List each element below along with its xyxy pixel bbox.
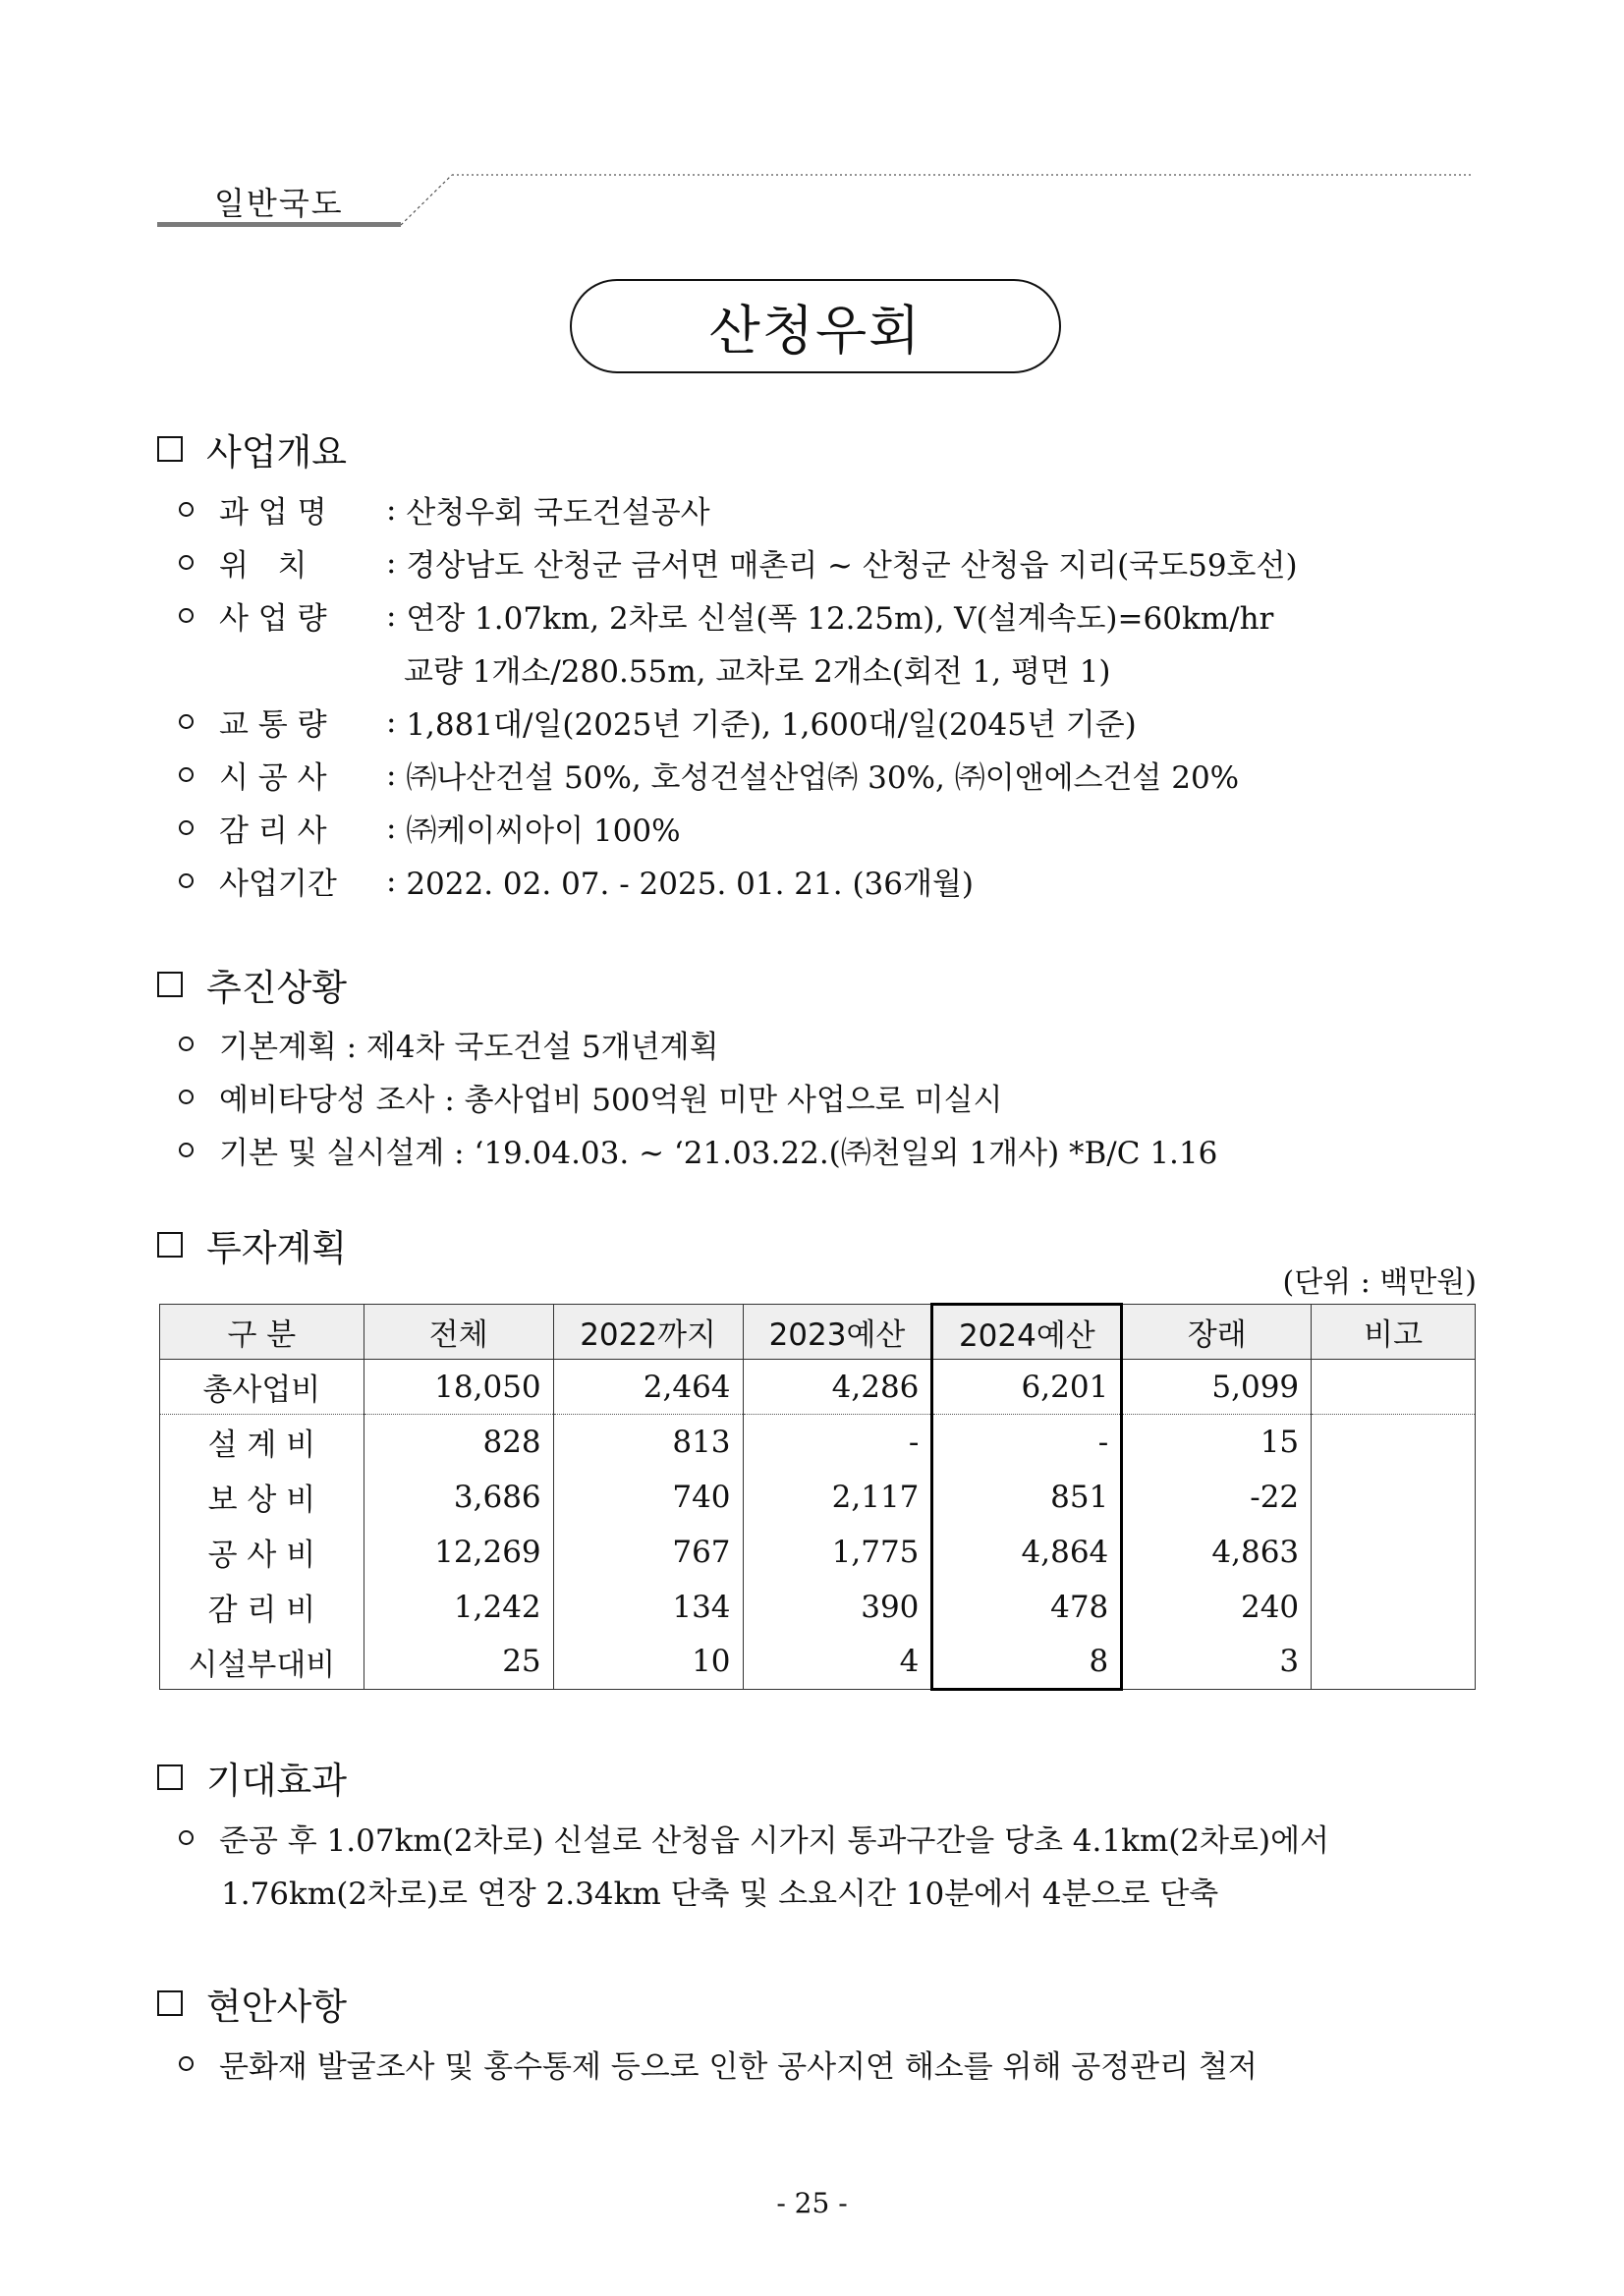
- progress-item: 예비타당성 조사 : 총사업비 500억원 미만 사업으로 미실시: [177, 1075, 1002, 1119]
- circle-bullet-icon: [179, 502, 194, 517]
- checkbox-square-icon: [157, 1764, 183, 1790]
- effects-item-continuation: 1.76km(2차로)로 연장 2.34km 단축 및 소요시간 10분에서 4분으로 단축: [221, 1876, 1219, 1912]
- table-cell: 4: [743, 1635, 932, 1690]
- row-category: 보 상 비: [160, 1470, 364, 1525]
- table-cell: [1312, 1525, 1476, 1580]
- table-cell: 4,286: [743, 1360, 932, 1415]
- overview-item: 교 통 량 : 1,881대/일(2025년 기준), 1,600대/일(2045년 기준): [177, 700, 1137, 744]
- progress-item: 기본계획 : 제4차 국도건설 5개년계획: [177, 1022, 719, 1066]
- running-header: [157, 165, 1474, 234]
- column-header: 2023예산: [743, 1305, 932, 1360]
- table-cell: 15: [1122, 1415, 1312, 1470]
- table-cell: 4,863: [1122, 1525, 1312, 1580]
- row-category: 감 리 비: [160, 1580, 364, 1635]
- row-category: 설 계 비: [160, 1415, 364, 1470]
- table-cell: 3: [1122, 1635, 1312, 1690]
- table-cell-highlighted: 8: [932, 1635, 1122, 1690]
- circle-bullet-icon: [179, 767, 194, 782]
- page-title: 산청우회: [708, 299, 923, 362]
- column-header: 구 분: [160, 1305, 364, 1360]
- table-cell: -: [743, 1415, 932, 1470]
- row-category: 공 사 비: [160, 1525, 364, 1580]
- effects-item: 준공 후 1.07km(2차로) 신설로 산청읍 시가지 통과구간을 당초 4.1km(2차로)에서: [177, 1816, 1329, 1860]
- investment-table: [159, 1303, 1476, 1691]
- table-cell: 2,117: [743, 1470, 932, 1525]
- section-heading-progress: 추진상황: [157, 958, 347, 1011]
- column-header-highlighted: 2024예산: [932, 1305, 1122, 1360]
- overview-item: 감 리 사 : ㈜케이씨아이 100%: [177, 806, 681, 850]
- circle-bullet-icon: [179, 1036, 194, 1051]
- circle-bullet-icon: [179, 1143, 194, 1157]
- table-cell: 18,050: [364, 1360, 553, 1415]
- table-row: [160, 1470, 1476, 1525]
- table-cell: 25: [364, 1635, 553, 1690]
- checkbox-square-icon: [157, 436, 183, 462]
- table-cell: 828: [364, 1415, 553, 1470]
- section-heading-effects: 기대효과: [157, 1751, 347, 1804]
- table-cell-highlighted: 6,201: [932, 1360, 1122, 1415]
- table-cell: -22: [1122, 1470, 1312, 1525]
- table-cell: 12,269: [364, 1525, 553, 1580]
- table-cell: 2,464: [553, 1360, 743, 1415]
- checkbox-square-icon: [157, 1990, 183, 2016]
- table-unit-note: (단위 : 백만원): [1282, 1265, 1477, 1300]
- table-row: [160, 1415, 1476, 1470]
- page-number: - 25 -: [776, 2187, 848, 2219]
- circle-bullet-icon: [179, 555, 194, 570]
- circle-bullet-icon: [179, 2056, 194, 2071]
- title-box: [570, 279, 1061, 373]
- progress-item: 기본 및 실시설계 : ‘19.04.03. ~ ‘21.03.22.(㈜천일외 1개사) *B/C 1.16: [177, 1128, 1217, 1172]
- overview-item: 시 공 사 : ㈜나산건설 50%, 호성건설산업㈜ 30%, ㈜이앤에스건설 20%: [177, 753, 1239, 797]
- circle-bullet-icon: [179, 820, 194, 835]
- issues-item: 문화재 발굴조사 및 홍수통제 등으로 인한 공사지연 해소를 위해 공정관리 철저: [177, 2042, 1258, 2086]
- overview-item-continuation: 교량 1개소/280.55m, 교차로 2개소(회전 1, 평면 1): [404, 654, 1111, 690]
- section-heading-investment: 투자계획: [157, 1218, 347, 1271]
- column-header: 비고: [1312, 1305, 1476, 1360]
- circle-bullet-icon: [179, 1090, 194, 1104]
- table-cell: [1312, 1635, 1476, 1690]
- column-header: 2022까지: [553, 1305, 743, 1360]
- table-cell: 5,099: [1122, 1360, 1312, 1415]
- overview-item: 사 업 량 : 연장 1.07km, 2차로 신설(폭 12.25m), V(설계속도)=60km/hr: [177, 593, 1273, 638]
- table-cell-highlighted: 4,864: [932, 1525, 1122, 1580]
- table-header-row: [160, 1305, 1476, 1360]
- overview-item: 사업기간 : 2022. 02. 07. - 2025. 01. 21. (36개월): [177, 859, 974, 903]
- table-cell: 767: [553, 1525, 743, 1580]
- table-cell: 134: [553, 1580, 743, 1635]
- table-cell: 813: [553, 1415, 743, 1470]
- circle-bullet-icon: [179, 714, 194, 729]
- table-cell: 740: [553, 1470, 743, 1525]
- table-cell: [1312, 1415, 1476, 1470]
- checkbox-square-icon: [157, 972, 183, 997]
- row-category: 총사업비: [160, 1360, 364, 1415]
- table-row: [160, 1635, 1476, 1690]
- table-cell: [1312, 1580, 1476, 1635]
- table-cell-highlighted: 851: [932, 1470, 1122, 1525]
- table-cell: [1312, 1360, 1476, 1415]
- table-cell: 390: [743, 1580, 932, 1635]
- table-cell: 10: [553, 1635, 743, 1690]
- row-category: 시설부대비: [160, 1635, 364, 1690]
- table-cell: [1312, 1470, 1476, 1525]
- circle-bullet-icon: [179, 1830, 194, 1845]
- table-row: [160, 1580, 1476, 1635]
- table-cell: 240: [1122, 1580, 1312, 1635]
- table-cell-highlighted: -: [932, 1415, 1122, 1470]
- section-heading-issues: 현안사항: [157, 1977, 347, 2030]
- header-category: 일반국도: [214, 185, 344, 222]
- column-header: 전체: [364, 1305, 553, 1360]
- table-cell: 1,775: [743, 1525, 932, 1580]
- circle-bullet-icon: [179, 608, 194, 623]
- table-cell: 1,242: [364, 1580, 553, 1635]
- overview-item: 위 치 : 경상남도 산청군 금서면 매촌리 ~ 산청군 산청읍 지리(국도59호선): [177, 540, 1298, 585]
- checkbox-square-icon: [157, 1232, 183, 1258]
- overview-item: 과 업 명 : 산청우회 국도건설공사: [177, 487, 710, 532]
- table-row: [160, 1360, 1476, 1415]
- table-cell-highlighted: 478: [932, 1580, 1122, 1635]
- column-header: 장래: [1122, 1305, 1312, 1360]
- circle-bullet-icon: [179, 873, 194, 888]
- table-cell: 3,686: [364, 1470, 553, 1525]
- section-heading-overview: 사업개요: [157, 422, 347, 476]
- table-row: [160, 1525, 1476, 1580]
